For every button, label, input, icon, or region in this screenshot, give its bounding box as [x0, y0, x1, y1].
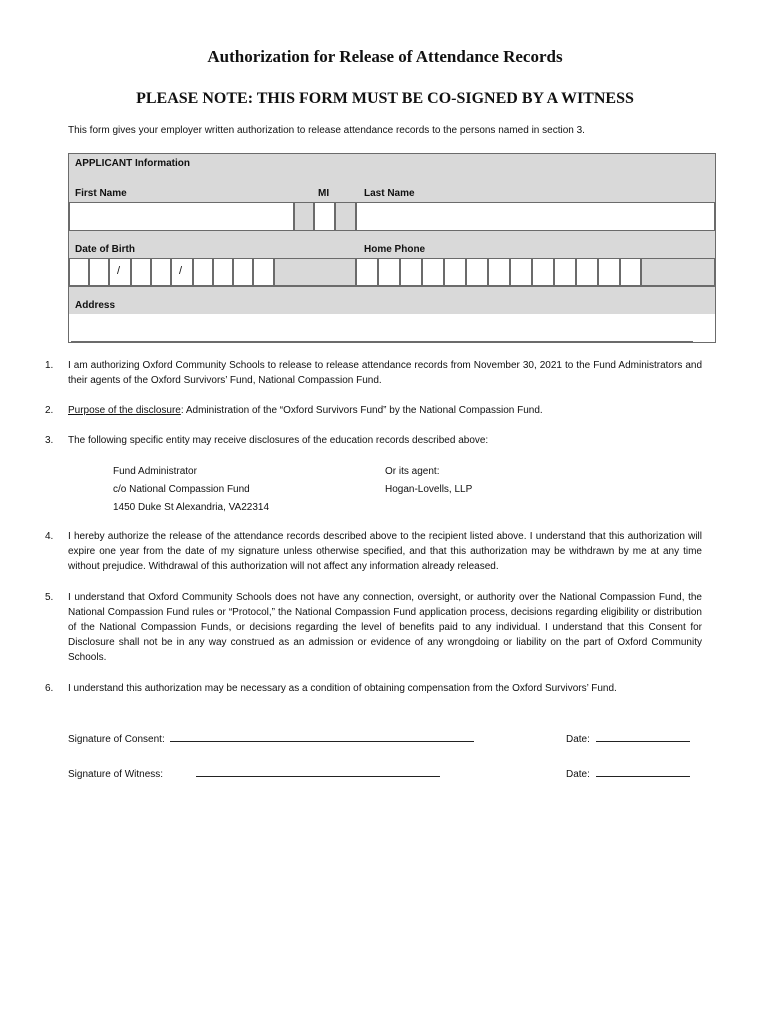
- dob-digit-cell[interactable]: [213, 258, 233, 286]
- consent-date-row: [566, 731, 690, 745]
- witness-signature-line[interactable]: [196, 766, 440, 777]
- home-phone-label: Home Phone: [364, 244, 426, 255]
- recipient-line: 1450 Duke St Alexandria, VA22314: [113, 502, 270, 513]
- consent-signature-label: Signature of Consent:: [68, 734, 165, 745]
- phone-digit-cell[interactable]: [598, 258, 620, 286]
- address-label-row: [69, 286, 715, 315]
- purpose-body: : Administration of the “Oxford Survivors Fund” by the National Compassion Fund.: [180, 405, 543, 416]
- intro-text: This form gives your employer written authorization to release attendance records to the persons named in section 3.: [68, 125, 585, 136]
- dob-phone-spacer: [274, 258, 356, 286]
- consent-date-label: Date:: [566, 734, 590, 745]
- consent-signature-line[interactable]: [170, 731, 474, 742]
- name-labels-row: [69, 175, 715, 203]
- applicant-header-row: [69, 154, 715, 176]
- dob-digit-cell[interactable]: [151, 258, 171, 286]
- phone-digit-cell[interactable]: [356, 258, 378, 286]
- phone-digit-cell[interactable]: [378, 258, 400, 286]
- item-number: 6.: [45, 683, 54, 694]
- agent-block: [385, 463, 472, 499]
- witness-date-row: [566, 766, 690, 780]
- dob-digit-cell[interactable]: [89, 258, 109, 286]
- applicant-info-table: [68, 153, 716, 343]
- applicant-section-label: APPLICANT Information: [75, 158, 190, 169]
- dob-digit-cell[interactable]: [131, 258, 151, 286]
- phone-digit-cell[interactable]: [444, 258, 466, 286]
- consent-date-line[interactable]: [596, 731, 690, 742]
- item-1-text: I am authorizing Oxford Community Schools to release to release attendance records from November 30, 2021 to the Fund Administrators and their agents of the Oxford Survivors’ Fund, National Compassion Fund.: [68, 360, 702, 386]
- dob-labels-row: [69, 231, 715, 259]
- address-underline: [71, 341, 693, 342]
- recipient-line: Fund Administrator: [113, 466, 197, 477]
- recipient-address-block: [113, 463, 269, 517]
- form-title: Authorization for Release of Attendance Records: [207, 47, 563, 66]
- dob-label: Date of Birth: [75, 244, 135, 255]
- phone-digit-cell[interactable]: [422, 258, 444, 286]
- witness-signature-label: Signature of Witness:: [68, 769, 164, 780]
- witness-signature-row: [68, 766, 440, 780]
- witness-date-label: Date:: [566, 769, 590, 780]
- phone-digit-cell[interactable]: [576, 258, 598, 286]
- dob-digit-cell[interactable]: [233, 258, 253, 286]
- dob-digit-cell[interactable]: [69, 258, 89, 286]
- phone-digit-cell[interactable]: [466, 258, 488, 286]
- item-number: 3.: [45, 435, 54, 446]
- phone-digit-cell[interactable]: [488, 258, 510, 286]
- purpose-heading: Purpose of the disclosure: [68, 405, 181, 416]
- item-number: 1.: [45, 360, 54, 371]
- phone-digit-cell[interactable]: [400, 258, 422, 286]
- mi-spacer-left: [294, 202, 314, 231]
- item-number: 5.: [45, 592, 54, 603]
- address-label: Address: [75, 300, 116, 311]
- agent-label: Or its agent:: [385, 466, 440, 477]
- witness-date-line[interactable]: [596, 766, 690, 777]
- recipient-line: c/o National Compassion Fund: [113, 484, 250, 495]
- dob-digit-cell[interactable]: [253, 258, 274, 286]
- address-field[interactable]: [69, 314, 715, 342]
- dob-digit-cell[interactable]: [193, 258, 213, 286]
- last-name-label: Last Name: [364, 188, 415, 199]
- item-4-text: I hereby authorize the release of the attendance records described above to the recipient listed above. I understand that this authorization will expire one year from the date of my signature unless otherwise specified, and that this authorization may be withdrawn by me at any time without prejudice. Withdrawal of this authorization will not affect any information already released.: [68, 531, 702, 572]
- consent-signature-row: [68, 731, 474, 745]
- phone-digit-cell[interactable]: [620, 258, 641, 286]
- item-6-text: I understand this authorization may be necessary as a condition of obtaining compensation from the Oxford Survivors’ Fund.: [68, 683, 617, 694]
- mi-label: MI: [318, 188, 330, 199]
- item-3-text: The following specific entity may receive disclosures of the education records described above:: [68, 435, 489, 446]
- mi-spacer-right: [335, 202, 356, 231]
- phone-digit-cell[interactable]: [510, 258, 532, 286]
- item-number: 4.: [45, 531, 54, 542]
- dob-separator: /: [117, 265, 121, 277]
- witness-notice: PLEASE NOTE: THIS FORM MUST BE CO-SIGNED BY A WITNESS: [136, 90, 634, 107]
- last-name-field[interactable]: [356, 202, 715, 231]
- agent-name: Hogan-Lovells, LLP: [385, 484, 473, 495]
- first-name-label: First Name: [75, 188, 127, 199]
- phone-digit-cell[interactable]: [532, 258, 554, 286]
- item-2-text: [68, 403, 702, 418]
- item-5-text: I understand that Oxford Community Schools does not have any connection, oversight, or authority over the National Compassion Fund, the National Compassion Fund rules or “Protocol,” the National Compassion Fund application process, decisions regarding eligibility or distribution of the National Compassion Funds, or decisions regarding the level of benefits paid to any individual. I understand that this Consent for Disclosure shall not be in any way construed as an admission or evidence of any wrongdoing or liability on the part of Oxford Community Schools.: [68, 592, 702, 663]
- item-number: 2.: [45, 405, 54, 416]
- first-name-field[interactable]: [69, 202, 294, 231]
- dob-separator: /: [179, 265, 183, 277]
- mi-field[interactable]: [314, 202, 335, 231]
- phone-digit-cell[interactable]: [554, 258, 576, 286]
- phone-end-spacer: [641, 258, 715, 286]
